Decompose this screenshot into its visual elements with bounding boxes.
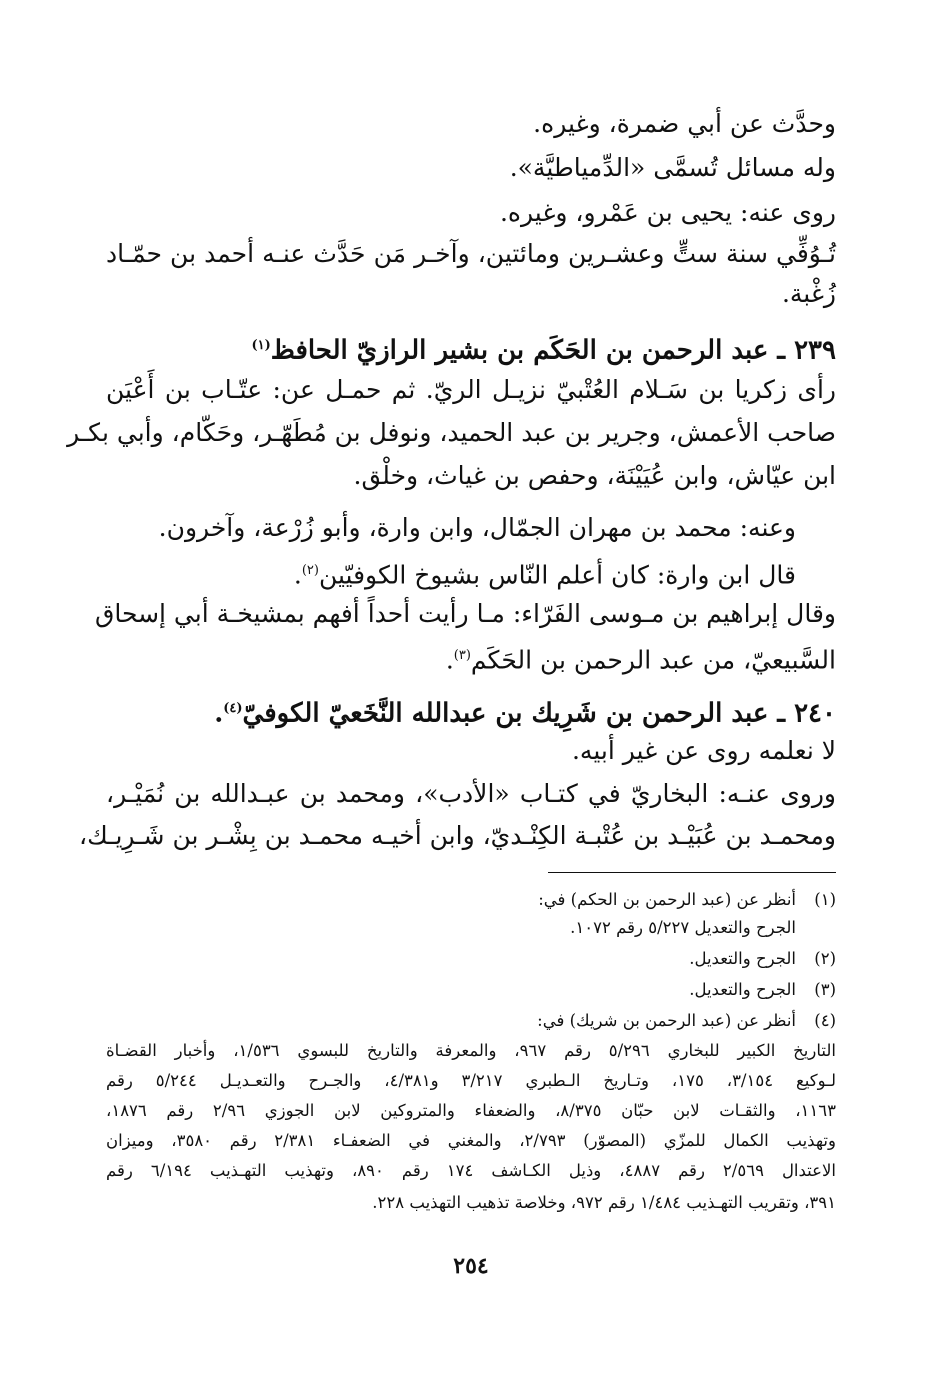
text-line: ابن عيّاش، وابن عُيَيْنَة، وحفص بن غياث، وخلْق.: [353, 461, 836, 490]
footnote-ref: (١): [251, 338, 271, 353]
text-line: وروى عنـه: البخاريّ في كتـاب «الأدب»، ومحمد بن عبـدالله بن نُمَيْـر،: [106, 779, 836, 808]
text-line: زُغْبة.: [781, 279, 836, 308]
footnote-text: ٣٩١، وتقريب التهـذيب ١/٤٨٤ رقم ٩٧٢، وخلاصة تذهيب التهذيب ٢٢٨.: [372, 1193, 836, 1212]
page-number: ٢٥٤: [453, 1253, 489, 1279]
text-line: روى عنه: يحيى بن عَمْرو، وغيره.: [499, 198, 836, 227]
text-line: وحدَّث عن أبي ضمرة، وغيره.: [533, 109, 836, 138]
entry-heading-239: ٢٣٩ ـ عبد الرحمن بن الحَكَم بن بشير الرازيّ الحافظ$^{(١)}$: [251, 335, 836, 366]
footnote-text: الجرح والتعديل ٥/٢٢٧ رقم ١٠٧٢.: [570, 918, 796, 937]
footnote-number: (٤): [814, 1011, 836, 1030]
footnote-number: (٢): [814, 949, 836, 968]
footnote-ref: (٤): [223, 701, 243, 716]
text-line: قال ابن وارة: كان أعلم النّاس بشيوخ الكوفيّين$^{(٢)}$.: [293, 560, 796, 590]
footnote-text: الجرح والتعديل.: [689, 980, 796, 999]
footnote-text: لـوكيع ٣/١٥٤، ١٧٥، وتـاريخ الـطبري ٣/٢١٧ و٤/٣٨١، والجـرح والتعـديـل ٥/٢٤٤ رقم: [106, 1071, 836, 1090]
footnote-text: أنظر عن (عبد الرحمن بن شريك) في:: [537, 1011, 796, 1030]
footnote-number: (١): [814, 890, 836, 909]
text-line: السَّبيعيّ، من عبد الرحمن بن الحَكَم$^{(٣)}$.: [445, 645, 836, 675]
entry-heading-240: ٢٤٠ ـ عبد الرحمن بن شَرِيك بن عبدالله النَّخَعيّ الكوفيّ$^{(٤)}$.: [214, 698, 836, 729]
footnote-text: أنظر عن (عبد الرحمن بن الحكم) في:: [538, 890, 796, 909]
text-line: وقال إبراهيم بن مـوسى الفَرّاء: مـا رأيت أحداً أفهم بمشيخـة أبي إسحاق: [94, 599, 836, 628]
footnote-ref: (٣): [453, 648, 471, 663]
footnote-text: ١١٦٣، والثقـات لابن حبّان ٨/٣٧٥، والضعفاء والمتروكين لابن الجوزي ٢/٩٦ رقم ١٨٧٦،: [106, 1101, 836, 1120]
footnote-number: (٣): [814, 980, 836, 999]
footnote-text: الجرح والتعديل.: [689, 949, 796, 968]
footnote-text: الاعتدال ٢/٥٦٩ رقم ٤٨٨٧، وذيل الكـاشف ١٧٤ رقم ٨٩٠، وتهذيب التهـذيب ٦/١٩٤ رقم: [106, 1161, 836, 1180]
footnote-text: التاريخ الكبير للبخاري ٥/٢٩٦ رقم ٩٦٧، والمعرفة والتاريخ للبسوي ١/٥٣٦، وأخبار القضـاة: [106, 1041, 836, 1060]
footnote-separator: [548, 872, 836, 873]
text-line: وعنه: محمد بن مهران الجمّال، وابن وارة، وأبو زُرْعة، وآخرون.: [158, 513, 796, 542]
text-line: تُـوُفِّي سنة ستٍّ وعشـرين ومائتين، وآخـر مَن حَدَّث عنـه أحمد بن حمّـاد: [106, 239, 836, 268]
text-line: لا نعلمه روى عن غير أبيه.: [571, 736, 836, 765]
text-line: ومحمـد بن عُبَيْـد بن عُتْبـة الكِنْـديّ، وابن أخيـه محمـد بن بِشْـر بن شَـرِيـك،: [79, 821, 836, 850]
footnote-ref: (٢): [301, 563, 319, 578]
text-line: رأى زكريا بن سَـلام العُتْبيّ نزيـل الريّ. ثم حمـل عن: عتّـاب بن أَعْيَن: [106, 375, 836, 404]
text-line: وله مسائل تُسمَّى «الدِّمياطيَّة».: [509, 153, 836, 182]
footnote-text: وتهذيب الكمال للمزّي (المصوّر) ٢/٧٩٣، والمغني في الضعفـاء ٢/٣٨١ رقم ٣٥٨٠، وميزان: [106, 1131, 836, 1150]
text-line: صاحب الأعمش، وجرير بن عبد الحميد، ونوفل بن مُطَهّـر، وحَكّام، وأبي بكـر: [67, 418, 836, 447]
